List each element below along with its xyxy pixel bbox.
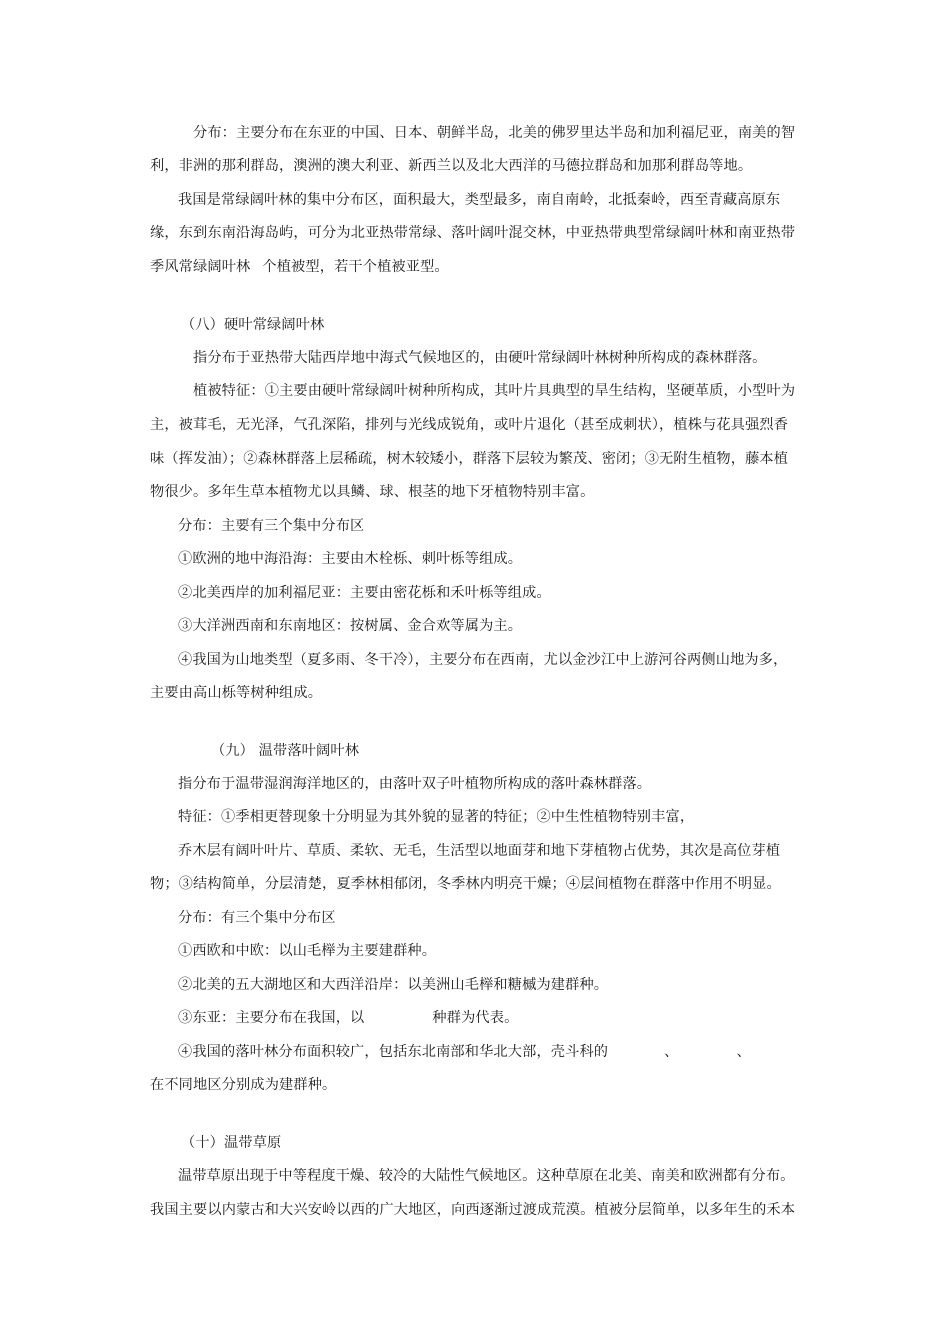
paragraph-line: 利，非洲的那利群岛，澳洲的澳大利亚、新西兰以及北大西洋的马德拉群岛和加那利群岛等地。 (150, 158, 753, 174)
paragraph-line: 指分布于亚热带大陆西岸地中海式气候地区的，由硬叶常绿阔叶林树种所构成的森林群落。 (193, 350, 767, 366)
paragraph-line: 特征：①季相更替现象十分明显为其外貌的显著的特征；②中生性植物特别丰富， (178, 809, 695, 825)
paragraph-line: 分布：主要有三个集中分布区 (178, 518, 365, 534)
list-item: ②北美西岸的加利福尼亚：主要由密花栎和禾叶栎等组成。 (178, 585, 551, 601)
paragraph-line: 主，被茸毛，无光泽，气孔深陷，排列与光线成锐角，或叶片退化（甚至成刺状），植株与花具强烈香 (150, 417, 789, 433)
text-span: 、 (664, 1044, 679, 1060)
list-item (178, 1043, 751, 1061)
section-heading: （八）硬叶常绿阔叶林 (181, 317, 325, 333)
paragraph-line: 主要由高山栎等树种组成。 (150, 685, 323, 701)
paragraph-line (150, 258, 449, 276)
paragraph-line: 我国主要以内蒙古和大兴安岭以西的广大地区，向西逐渐过渡成荒漠。植被分层简单，以多年生的禾本 (150, 1202, 796, 1218)
section-heading: （十）温带草原 (181, 1135, 282, 1151)
paragraph-line: 温带草原出现于中等程度干燥、较冷的大陆性气候地区。这种草原在北美、南美和欧洲都有分布。 (178, 1168, 795, 1184)
paragraph-line: 物；③结构简单，分层清楚，夏季林相郁闭，冬季林内明亮干燥；④层间植物在群落中作用不明显。 (150, 876, 781, 892)
list-item: ①西欧和中欧：以山毛榉为主要建群种。 (178, 943, 437, 959)
paragraph-line: 分布：有三个集中分布区 (178, 910, 336, 926)
list-item: ①欧洲的地中海沿海：主要由木栓栎、刺叶栎等组成。 (178, 551, 523, 567)
text-span: 种群为代表。 (432, 1010, 519, 1026)
list-item: ②北美的五大湖地区和大西洋沿岸：以美洲山毛榉和糖槭为建群种。 (178, 977, 609, 993)
paragraph-line: 味（挥发油）；②森林群落上层稀疏，树木较矮小，群落下层较为繁茂、密闭；③无附生植物，藤本植 (150, 451, 789, 467)
paragraph-line: 物很少。多年生草本植物尤以具鳞、球、根茎的地下牙植物特别丰富。 (150, 484, 595, 500)
list-item: ④我国为山地类型（夏多雨、冬干冷），主要分布在西南，尤以金沙江中上游河谷两侧山地为多， (178, 652, 788, 668)
paragraph-line: 乔木层有阔叶叶片、草质、柔软、无毛，生活型以地面芽和地下芽植物占优势，其次是高位芽植 (178, 843, 781, 859)
paragraph-line: 在不同地区分别成为建群种。 (150, 1077, 337, 1093)
text-span: ④我国的落叶林分布面积较广，包括东北南部和华北大部，壳斗科的 (178, 1044, 609, 1060)
section-heading: （九） 温带落叶阔叶林 (211, 743, 360, 759)
list-item: ③大洋洲西南和东南地区：按树属、金合欢等属为主。 (178, 618, 523, 634)
list-item (178, 1009, 518, 1027)
paragraph-line: 分布：主要分布在东亚的中国、日本、朝鲜半岛，北美的佛罗里达半岛和加利福尼亚，南美的智 (193, 125, 796, 141)
text-span: 个植被型，若干个植被亚型。 (262, 259, 449, 275)
paragraph-line: 我国是常绿阔叶林的集中分布区，面积最大，类型最多，南自南岭，北抵秦岭，西至青藏高原东 (178, 192, 781, 208)
text-span: 季风常绿阔叶林 (150, 259, 251, 275)
paragraph-line: 指分布于温带湿润海洋地区的，由落叶双子叶植物所构成的落叶森林群落。 (178, 776, 652, 792)
paragraph-line: 缘，东到东南沿海岛屿，可分为北亚热带常绿、落叶阔叶混交林，中亚热带典型常绿阔叶林和南亚热带 (150, 225, 796, 241)
text-span: 、 (736, 1044, 751, 1060)
text-span: ③东亚：主要分布在我国，以 (178, 1010, 365, 1026)
paragraph-line: 植被特征：①主要由硬叶常绿阔叶树种所构成，其叶片具典型的旱生结构，坚硬革质，小型叶为 (193, 383, 796, 399)
